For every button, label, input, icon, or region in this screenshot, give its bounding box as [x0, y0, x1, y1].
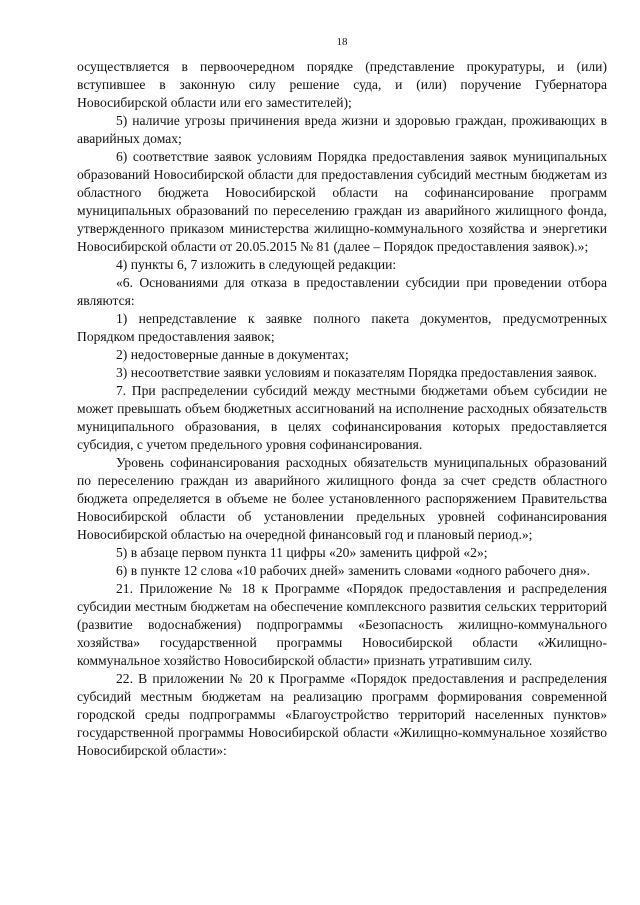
- paragraph-item-6: 6) соответствие заявок условиям Порядка предоставления заявок муниципальных образований Новосибирской области для предоставления субсидий местным бюджетам из областного бюджета Новосибирской области на софинансирование программ муниципальных образований по переселению граждан из аварийного жилищного фонда, утвержденного приказом министерства жилищно-коммунального хозяйства и энергетики Новосибирской области от 20.05.2015 № 81 (далее – Порядок предоставления заявок).»;: [77, 149, 607, 254]
- paragraph-section-22: 22. В приложении № 20 к Программе «Порядок предоставления и распределения субсидий местным бюджетам на реализацию программ формирования современной городской среды подпрограммы «Благоустройство территорий населенных пунктов» государственной программы Новосибирской области «Жилищно-коммунальное хозяйство Новосибирской области»:: [77, 671, 607, 758]
- paragraph-amend-5: 5) в абзаце первом пункта 11 цифры «20» заменить цифрой «2»;: [116, 545, 488, 560]
- paragraph-amend-4: 4) пункты 6, 7 изложить в следующей редакции:: [116, 257, 397, 272]
- page-number: 18: [336, 36, 348, 48]
- paragraph-reason-3: 3) несоответствие заявки условиям и показателям Порядка предоставления заявок.: [116, 365, 597, 380]
- paragraph-reason-1: 1) непредставление к заявке полного пакета документов, предусмотренных Порядком предоставления заявок;: [77, 311, 607, 344]
- paragraph-section-21: 21. Приложение № 18 к Программе «Порядок предоставления и распределения субсидии местным бюджетам на обеспечение комплексного развития сельских территорий (развитие водоснабжения) подпрограммы «Безопасность жилищно-коммунального хозяйства» государственной программы Новосибирской области «Жилищно-коммунальное хозяйство Новосибирской области» признать утратившим силу.: [77, 581, 607, 668]
- paragraph-cofinancing-level: Уровень софинансирования расходных обязательств муниципальных образований по переселению граждан из аварийного жилищного фонда за счет средств областного бюджета определяется в объеме не более установленного распоряжением Правительства Новосибирской области об установлении предельных уровней софинансирования Новосибирской областью на очередной финансовый год и плановый период.»;: [77, 455, 607, 542]
- paragraph-reason-2: 2) недостоверные данные в документах;: [116, 347, 349, 362]
- paragraph-clause-6: «6. Основаниями для отказа в предоставлении субсидии при проведении отбора являются:: [77, 275, 607, 308]
- paragraph-continuation: осуществляется в первоочередном порядке (представление прокуратуры, и (или) вступившее в законную силу решение суда, и (или) поручение Губернатора Новосибирской области или его заместителей);: [77, 59, 607, 110]
- paragraph-item-5: 5) наличие угрозы причинения вреда жизни и здоровью граждан, проживающих в аварийных домах;: [77, 113, 607, 146]
- paragraph-clause-7: 7. При распределении субсидий между местными бюджетами объем субсидии не может превышать объем бюджетных ассигнований на исполнение расходных обязательств муниципального образования, в целях софинансирования которых предоставляется субсидия, с учетом предельного уровня софинансирования.: [77, 383, 607, 452]
- paragraph-amend-6: 6) в пункте 12 слова «10 рабочих дней» заменить словами «одного рабочего дня».: [116, 563, 590, 578]
- document-body: [77, 58, 607, 760]
